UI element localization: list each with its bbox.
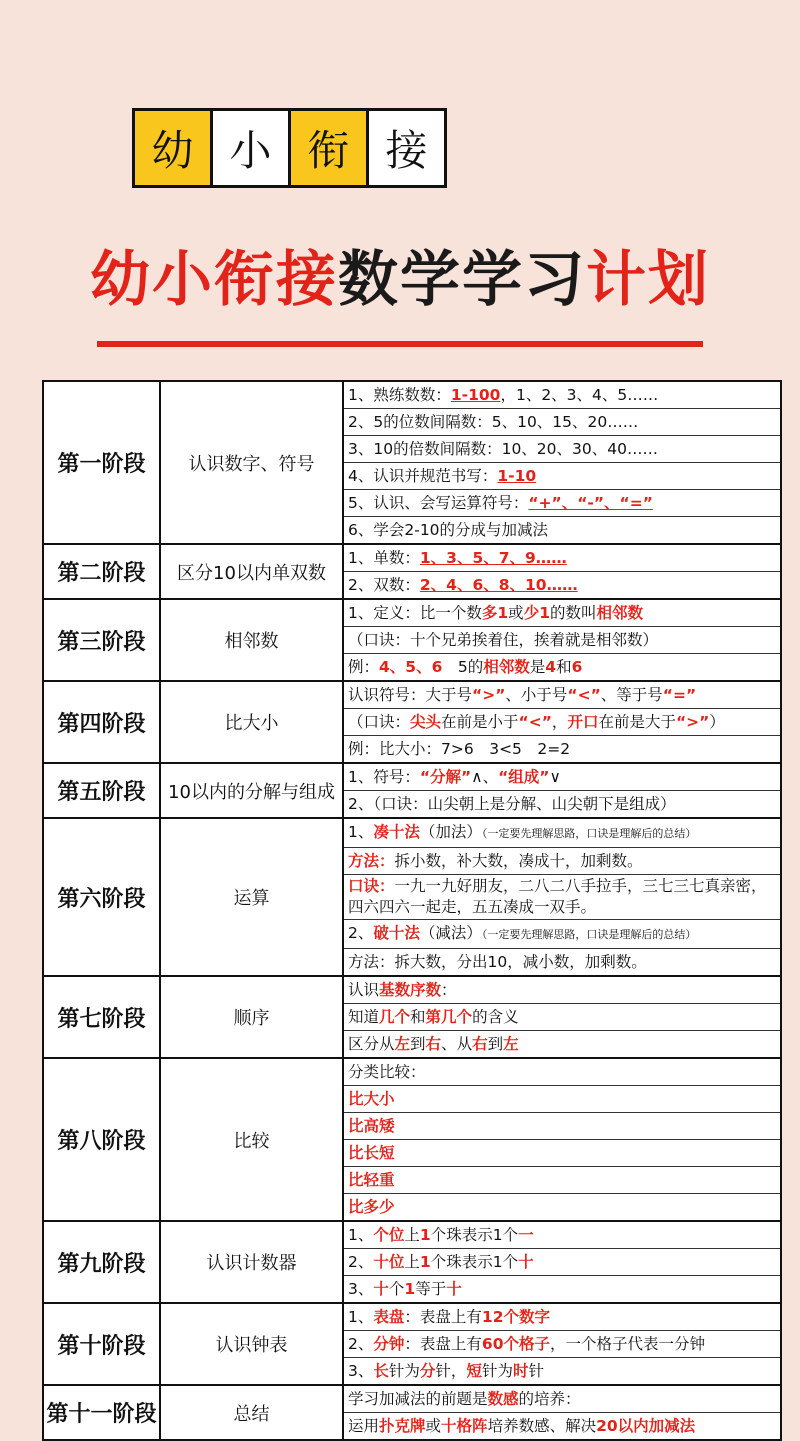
- item: 1、熟练数数：1-100，1、2、3、4、5……: [344, 382, 780, 409]
- stage-items: [343, 1221, 781, 1303]
- stage-topic: 相邻数: [160, 599, 343, 681]
- stage-topic: 总结: [160, 1385, 343, 1440]
- item: 比长短: [344, 1140, 780, 1167]
- stage-items: [343, 763, 781, 818]
- item: 1、符号：“分解”∧、“组成”∨: [344, 764, 780, 791]
- title-part: 数学学习: [338, 245, 586, 315]
- stage-items: [343, 599, 781, 681]
- stage-row: [43, 544, 781, 599]
- page-title: [0, 240, 800, 320]
- stage-name: 第七阶段: [43, 976, 160, 1058]
- item: 认识符号：大于号“>”、小于号“<”、等于号“=”: [344, 682, 780, 709]
- stage-topic: 认识钟表: [160, 1303, 343, 1385]
- title-underline: [97, 341, 703, 347]
- item: 知道几个和第几个的含义: [344, 1004, 780, 1031]
- stage-row: [43, 681, 781, 763]
- item: 学习加减法的前题是数感的培养：: [344, 1386, 780, 1413]
- stage-topic: 区分10以内单双数: [160, 544, 343, 599]
- stage-row: [43, 599, 781, 681]
- title-part: 幼小衔接: [90, 245, 338, 315]
- stage-name: 第十阶段: [43, 1303, 160, 1385]
- stage-row: [43, 763, 781, 818]
- item: 1、个位上1个珠表示1个一: [344, 1222, 780, 1249]
- study-plan-table: [42, 380, 782, 1441]
- stage-items: [343, 681, 781, 763]
- item: 1、凑十法（加法）（一定要先理解思路，口诀是理解后的总结）: [344, 819, 780, 848]
- item: 2、双数：2、4、6、8、10……: [348, 576, 578, 594]
- item: 3、10的倍数间隔数：10、20、30、40……: [344, 436, 780, 463]
- stage-topic: 认识数字、符号: [160, 381, 343, 544]
- item: 比高矮: [344, 1113, 780, 1140]
- stage-name: 第六阶段: [43, 818, 160, 976]
- item: 1、单数：1、3、5、7、9……: [344, 545, 780, 572]
- stage-name: 第四阶段: [43, 681, 160, 763]
- item: 方法：拆小数，补大数，凑成十，加剩数。: [344, 848, 780, 875]
- stage-items: [343, 976, 781, 1058]
- badge-char: 小: [213, 111, 291, 185]
- item: 比大小: [344, 1086, 780, 1113]
- stage-name: 第九阶段: [43, 1221, 160, 1303]
- stage-topic: 10以内的分解与组成: [160, 763, 343, 818]
- stage-name: 第一阶段: [43, 381, 160, 544]
- item: （口诀：尖头在前是小于“<”，开口在前是大于“>”）: [344, 709, 780, 736]
- badge-char: 幼: [135, 111, 213, 185]
- stage-name: 第八阶段: [43, 1058, 160, 1221]
- item: 口诀：一九一九好朋友，二八二八手拉手，三七三七真亲密，四六四六一起走，五五凑成一双手。: [344, 875, 780, 920]
- stage-row: [43, 1058, 781, 1221]
- stage-topic: 顺序: [160, 976, 343, 1058]
- item: 1、定义：比一个数多1或少1的数叫相邻数: [344, 600, 780, 627]
- badge-char: 接: [369, 111, 444, 185]
- stage-items: [343, 1385, 781, 1440]
- item: 区分从左到右、从右到左: [348, 1035, 519, 1053]
- stage-topic: 认识计数器: [160, 1221, 343, 1303]
- item: 2、5的位数间隔数：5、10、15、20……: [344, 409, 780, 436]
- item: 例：4、5、6 5的相邻数是4和6: [348, 658, 583, 676]
- stage-row: [43, 818, 781, 976]
- item: 2、破十法（减法）（一定要先理解思路，口诀是理解后的总结）: [344, 920, 780, 949]
- stage-name: 第二阶段: [43, 544, 160, 599]
- stage-topic: 比较: [160, 1058, 343, 1221]
- item: 2、（口诀：山尖朝上是分解、山尖朝下是组成）: [348, 795, 676, 813]
- stage-items: [343, 1058, 781, 1221]
- stage-items: [343, 818, 781, 976]
- item: 例：比大小：7>6 3<5 2=2: [348, 740, 571, 758]
- item: 比轻重: [344, 1167, 780, 1194]
- title-badge: [132, 108, 447, 188]
- stage-row: [43, 1385, 781, 1440]
- item: 比多少: [348, 1198, 395, 1216]
- stage-items: [343, 1303, 781, 1385]
- item: 4、认识并规范书写：1-10: [344, 463, 780, 490]
- item: 分类比较：: [344, 1059, 780, 1086]
- stage-row: [43, 976, 781, 1058]
- stage-name: 第十一阶段: [43, 1385, 160, 1440]
- stage-row: [43, 1221, 781, 1303]
- stage-items: [343, 381, 781, 544]
- item: （口诀：十个兄弟挨着住，挨着就是相邻数）: [344, 627, 780, 654]
- item: 方法：拆大数，分出10，减小数，加剩数。: [348, 953, 647, 971]
- item: 认识基数序数：: [344, 977, 780, 1004]
- item: 5、认识、会写运算符号：“+”、“-”、“=”: [344, 490, 780, 517]
- title-part: 计划: [586, 245, 710, 315]
- item: 3、十个1等于十: [348, 1280, 462, 1298]
- badge-char: 衔: [291, 111, 369, 185]
- stage-items: [343, 544, 781, 599]
- item: 2、分钟：表盘上有60个格子，一个格子代表一分钟: [344, 1331, 780, 1358]
- stage-name: 第三阶段: [43, 599, 160, 681]
- stage-row: [43, 381, 781, 544]
- item: 6、学会2-10的分成与加减法: [348, 521, 549, 539]
- item: 运用扑克牌或十格阵培养数感、解决20以内加减法: [348, 1417, 696, 1435]
- item: 3、长针为分针，短针为时针: [348, 1362, 544, 1380]
- stage-topic: 比大小: [160, 681, 343, 763]
- stage-name: 第五阶段: [43, 763, 160, 818]
- item: 1、表盘：表盘上有12个数字: [344, 1304, 780, 1331]
- stage-topic: 运算: [160, 818, 343, 976]
- stage-row: [43, 1303, 781, 1385]
- item: 2、十位上1个珠表示1个十: [344, 1249, 780, 1276]
